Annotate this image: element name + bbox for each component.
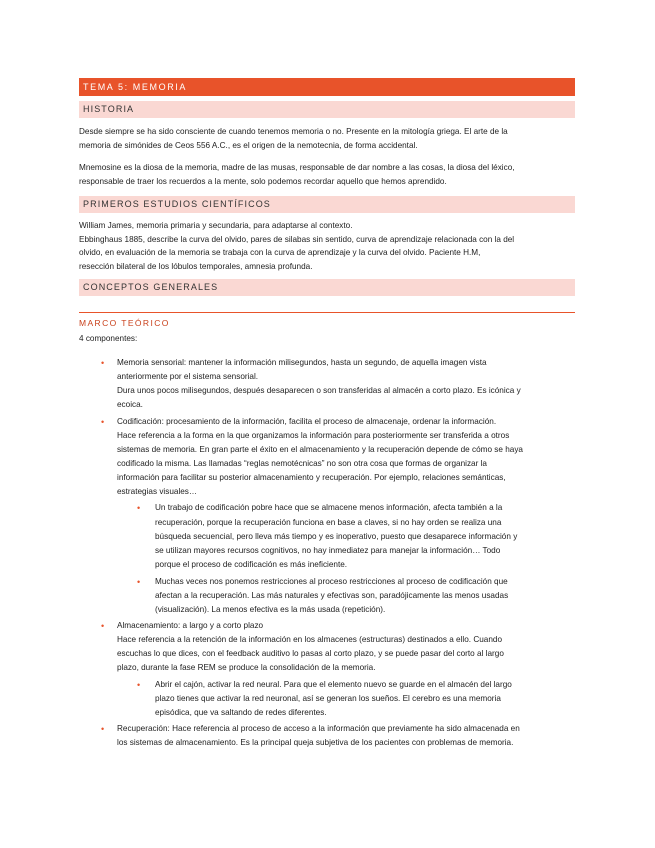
text-line: porque el proceso de codificación es más ineficiente.	[155, 559, 348, 569]
text-line: Memoria sensorial: mantener la información milisegundos, hasta un segundo, de aquella imagen vista	[117, 357, 487, 367]
bullet-icon: •	[101, 723, 105, 734]
bullet-icon: •	[101, 357, 105, 368]
text-line: William James, memoria primaria y secundaria, para adaptarse al contexto.	[79, 221, 353, 230]
text-line: afectan a la recuperación. Las más naturales y efectivas son, paradójicamente las menos usadas	[155, 591, 509, 600]
list-subitem-codificacion-pobre	[79, 501, 575, 571]
text-line: Dura unos pocos milisegundos, después desaparecen o son transferidas al almacén a corto plazo. Es icónica y	[117, 385, 521, 395]
components-intro: 4 componentes:	[79, 334, 138, 343]
bullet-icon: •	[137, 679, 141, 690]
estudios-paragraph	[79, 219, 575, 273]
text-line: codificado la misma. Las llamadas “reglas nemotécnicas” no son otra cosa que formas de organizar la	[117, 459, 487, 469]
bullet-icon: •	[137, 503, 141, 514]
text-line: responsable de traer los recuerdos a la mente, solo podemos recordar aquello que hemos aprendido.	[79, 176, 447, 186]
list-item-recuperacion	[79, 722, 575, 750]
subheading-marco-teorico: MARCO TEÓRICO	[79, 318, 170, 328]
text-line: ecoica.	[117, 399, 143, 409]
bullet-icon: •	[137, 576, 141, 587]
section-heading-conceptos: CONCEPTOS GENERALES	[79, 279, 575, 296]
components-list	[79, 356, 575, 751]
text-line: los sistemas de almacenamiento. Es la principal queja subjetiva de los pacientes con problemas de memoria.	[117, 737, 514, 747]
text-line: olvido, en evaluación de la memoria se trabaja con la curva de aprendizaje y la curva del olvido. Paciente H.M,	[79, 248, 481, 257]
text-line: Recuperación: Hace referencia al proceso de acceso a la información que previamente ha sido almacenada en	[117, 723, 520, 733]
text-line: búsqueda secuencial, pero lleva más tiempo y es inoperativo, puesto que desaparece información y	[155, 531, 518, 541]
text-line: memoria de simónides de Ceos 556 A.C., es el origen de la nemotecnia, de forma accidental.	[79, 140, 418, 150]
text-line: Abrir el cajón, activar la red neural. Para que el elemento nuevo se guarde en el almacén del largo	[155, 679, 512, 689]
text-line: se utilizan mayores recursos cognitivos, no hay inmediatez para manejar la información… Todo	[155, 545, 501, 555]
text-line: Hace referencia a la forma en la que organizamos la información para posteriormente ser transferida a otros	[117, 430, 510, 440]
text-line: Un trabajo de codificación pobre hace que se almacene menos información, afecta también a la	[155, 503, 503, 513]
text-line: plazo tienes que activar la red neuronal, así se generan los sueños. El cerebro es una memoria	[155, 693, 501, 703]
text-line: recuperación, porque la recuperación funciona en base a claves, si no hay orden se realiza una	[155, 517, 502, 527]
divider-rule	[79, 296, 575, 313]
text-line: plazo, durante la fase REM se produce la consolidación de la memoria.	[117, 663, 376, 673]
historia-paragraph-2	[79, 161, 575, 188]
text-line: resección bilateral de los lóbulos temporales, amnesia profunda.	[79, 261, 313, 271]
text-line: sistemas de memoria. En gran parte el éxito en el almacenamiento y la recuperación depende de cómo se haya	[117, 445, 523, 455]
text-line: Hace referencia a la retención de la información en los almacenes (estructuras) destinados a ello. Cuando	[117, 635, 503, 645]
document-page	[79, 78, 575, 750]
list-item-almacenamiento	[79, 619, 575, 675]
text-line: información para facilitar su posterior almacenamiento y recuperación. Por ejemplo, relaciones semánticas,	[117, 473, 506, 483]
text-line: Desde siempre se ha sido consciente de cuando tenemos memoria o no. Presente en la mitología griega. El arte de la	[79, 127, 508, 136]
section-heading-historia: HISTORIA	[79, 101, 575, 118]
bullet-icon: •	[101, 621, 105, 632]
text-line: episódica, que va saltando de redes diferentes.	[155, 707, 327, 717]
text-line: (visualización). La menos efectiva es la más usada (repetición).	[155, 605, 386, 615]
text-line: Muchas veces nos ponemos restricciones al proceso restricciones al proceso de codificación que	[155, 576, 508, 586]
section-heading-estudios: PRIMEROS ESTUDIOS CIENTÍFICOS	[79, 196, 575, 213]
list-subitem-restricciones	[79, 575, 575, 617]
historia-paragraph-1	[79, 125, 575, 152]
text-line: estrategias visuales…	[117, 487, 198, 497]
list-subitem-abrir-cajon	[79, 678, 575, 720]
bullet-icon: •	[101, 416, 105, 427]
text-line: Almacenamiento: a largo y a corto plazo	[117, 621, 264, 631]
text-line: Mnemosine es la diosa de la memoria, madre de las musas, responsable de dar nombre a las cosas, la diosa del léxico,	[79, 163, 515, 172]
text-line: Ebbinghaus 1885, describe la curva del olvido, pares de silabas sin sentido, curva de aprendizaje relacionada con la del	[79, 234, 515, 244]
text-line: Codificación: procesamiento de la información, facilita el proceso de almacenaje, ordenar la información.	[117, 416, 497, 426]
page-title: TEMA 5: MEMORIA	[79, 78, 575, 96]
list-item-codificacion	[79, 415, 575, 500]
text-line: escuchas lo que dices, con el feedback auditivo lo pasas al corto plazo, y se puede pasar del corto al largo	[117, 649, 504, 659]
text-line: anteriormente por el sistema sensorial.	[117, 371, 259, 381]
list-item-memoria-sensorial	[79, 356, 575, 412]
